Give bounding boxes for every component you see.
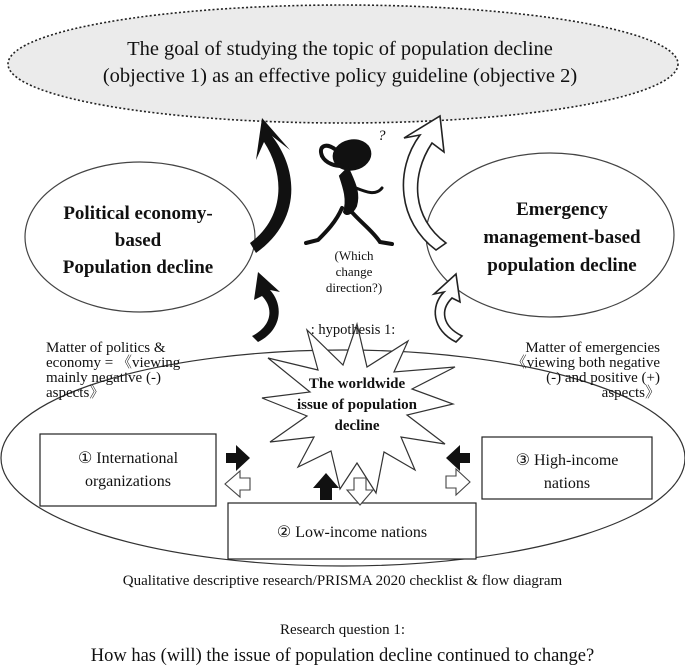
high-income-nations-label [482, 449, 652, 495]
issue-line-3: decline [334, 418, 380, 434]
right-title-line-1: Emergency [516, 199, 608, 220]
international-organizations-label [40, 447, 216, 493]
change-direction-caption [300, 248, 408, 296]
left-title-line-2: based [114, 230, 162, 251]
emergency-line-1: Matter of emergencies [525, 340, 660, 356]
bottom-solid-up-arrow [313, 473, 339, 500]
emergency-line-4: aspects》 [601, 385, 660, 401]
right-lower-curved-arrow [434, 274, 462, 342]
politics-line-2: economy = 《viewing [46, 355, 181, 371]
low-income-nations-label: ② Low-income nations [276, 524, 428, 541]
method-text: Qualitative descriptive research/PRISMA 2020 checklist & flow diagram [122, 573, 563, 589]
right-title-line-2: management-based [483, 227, 641, 248]
which-line-2: change [335, 264, 373, 279]
question-mark: ? [378, 128, 386, 144]
political-economy-title [38, 200, 238, 281]
emergency-note [446, 341, 660, 401]
politics-note [46, 341, 180, 401]
thinking-person-icon [306, 128, 392, 244]
hypothesis-label: : hypothesis 1: [310, 322, 396, 338]
goal-line-1: The goal of studying the topic of population decline [127, 38, 553, 60]
goal-text [30, 36, 650, 90]
left-title-line-1: Political economy- [63, 203, 213, 224]
politics-line-1: Matter of politics & [46, 340, 166, 356]
research-question-label: Research question 1: [280, 622, 405, 638]
left-lower-curved-arrow [252, 272, 280, 342]
emergency-line-2: 《viewing both negative [511, 355, 660, 371]
issue-line-2: issue of population [296, 397, 418, 413]
issue-line-1: The worldwide [308, 376, 406, 392]
emergency-management-title [452, 196, 672, 280]
left-solid-arrow [226, 445, 250, 471]
box1-line-2: organizations [85, 473, 171, 490]
which-line-3: direction?) [325, 280, 383, 295]
goal-line-2: (objective 1) as an effective policy guideline (objective 2) [102, 65, 578, 87]
left-title-line-3: Population decline [62, 257, 214, 278]
worldwide-issue-text [272, 374, 442, 437]
right-solid-arrow [446, 445, 470, 471]
box1-line-1: ① International [77, 450, 179, 467]
right-title-line-3: population decline [487, 255, 637, 276]
right-hollow-arrow [446, 469, 470, 495]
box3-line-1: ③ High-income [515, 452, 619, 469]
emergency-line-3: (-) and positive (+) [546, 370, 660, 386]
which-line-1: (Which [334, 248, 374, 263]
politics-line-3: mainly negative (-) [46, 370, 161, 386]
politics-line-4: aspects》 [46, 385, 105, 401]
left-hollow-arrow [225, 471, 250, 497]
box3-line-2: nations [543, 475, 591, 492]
research-question-text: How has (will) the issue of population decline continued to change? [90, 646, 595, 666]
left-upper-curved-arrow [250, 118, 291, 253]
